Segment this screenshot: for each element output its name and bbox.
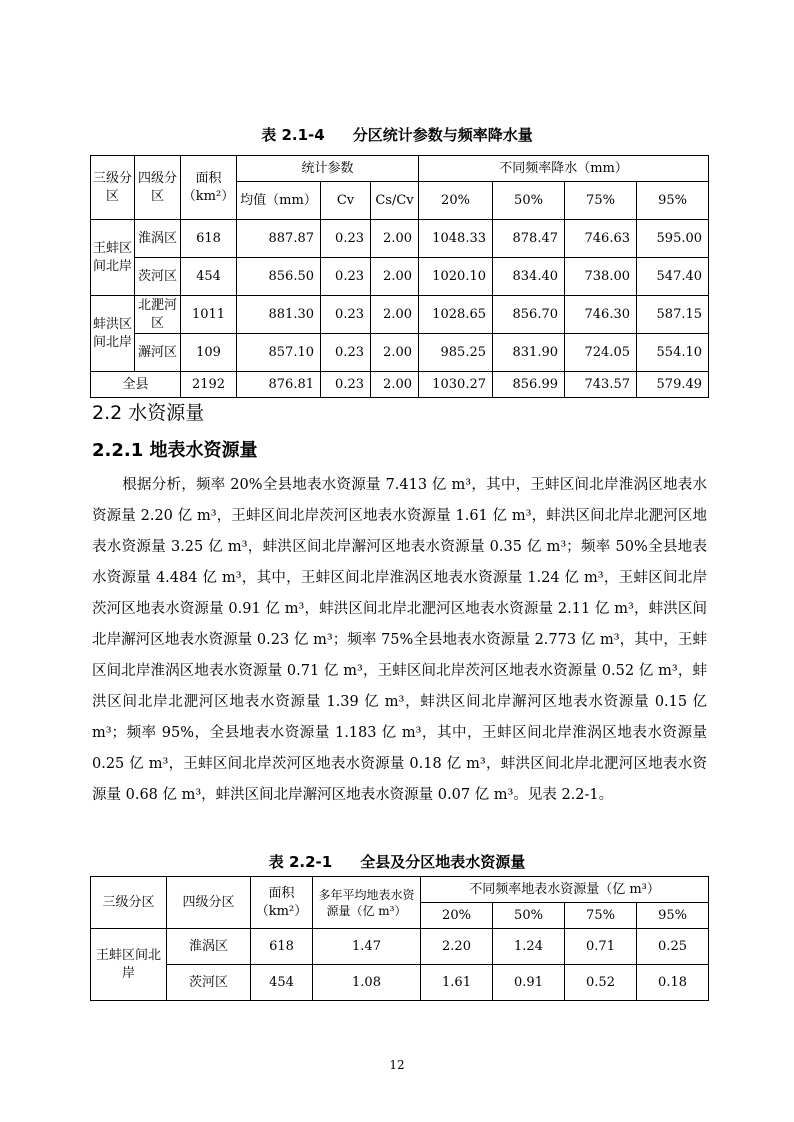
subsection-title: 2.2.1 地表水资源量 <box>92 440 258 461</box>
body-paragraph <box>92 470 707 811</box>
header-area: 面积（km²） <box>251 877 313 929</box>
cscv-cell: 2.00 <box>371 220 419 258</box>
cv-cell: 0.23 <box>321 334 371 372</box>
section-title: 2.2 水资源量 <box>92 402 205 424</box>
precipitation-table <box>90 155 709 398</box>
area-cell: 109 <box>181 334 237 372</box>
total-label: 全县 <box>91 372 181 398</box>
header-stat-params: 统计参数 <box>237 156 419 182</box>
p75-cell: 0.52 <box>565 965 637 1001</box>
header-mean: 均值（mm） <box>237 182 321 220</box>
p95-cell: 587.15 <box>637 296 709 334</box>
p95-cell: 0.25 <box>637 929 709 965</box>
header-freq-precip: 不同频率降水（mm） <box>419 156 709 182</box>
zone-cell: 澥河区 <box>135 334 181 372</box>
cscv-cell: 2.00 <box>371 372 419 398</box>
table2-caption-number: 表 2.2-1 <box>268 853 333 871</box>
area-cell: 2192 <box>181 372 237 398</box>
table-total-row <box>91 372 709 398</box>
header-p95: 95% <box>637 182 709 220</box>
p20-cell: 1030.27 <box>419 372 493 398</box>
cscv-cell: 2.00 <box>371 258 419 296</box>
p95-cell: 595.00 <box>637 220 709 258</box>
mean-cell: 857.10 <box>237 334 321 372</box>
p95-cell: 554.10 <box>637 334 709 372</box>
p20-cell: 985.25 <box>419 334 493 372</box>
header-level3: 三级分区 <box>91 877 167 929</box>
table-row <box>91 258 709 296</box>
area-cell: 618 <box>251 929 313 965</box>
table-row <box>91 929 709 965</box>
table-row <box>91 296 709 334</box>
cscv-cell: 2.00 <box>371 296 419 334</box>
header-level4: 四级分区 <box>135 156 181 220</box>
header-p75: 75% <box>565 182 637 220</box>
p75-cell: 0.71 <box>565 929 637 965</box>
p20-cell: 1.61 <box>421 965 493 1001</box>
header-avg-resource: 多年平均地表水资源量（亿 m³） <box>313 877 421 929</box>
area-cell: 1011 <box>181 296 237 334</box>
p75-cell: 724.05 <box>565 334 637 372</box>
header-cv: Cv <box>321 182 371 220</box>
p75-cell: 746.63 <box>565 220 637 258</box>
header-p20: 20% <box>421 903 493 929</box>
header-p20: 20% <box>419 182 493 220</box>
mean-cell: 881.30 <box>237 296 321 334</box>
table2-caption <box>0 851 794 872</box>
page-number: 12 <box>389 1058 405 1072</box>
p50-cell: 856.70 <box>493 296 565 334</box>
table1-caption-number: 表 2.1-4 <box>261 126 325 144</box>
zone-cell: 淮涡区 <box>135 220 181 258</box>
table1-caption-title: 分区统计参数与频率降水量 <box>352 126 533 144</box>
surface-water-table <box>90 876 709 1001</box>
zone-cell: 茨河区 <box>167 965 251 1001</box>
group-cell: 王蚌区间北岸 <box>91 220 135 296</box>
zone-cell: 淮涡区 <box>167 929 251 965</box>
paragraph-text: 根据分析，频率 20%全县地表水资源量 7.413 亿 m³，其中，王蚌区间北岸淮涡区地表水资源量 2.20 亿 m³，王蚌区间北岸茨河区地表水资源量 1.61 亿 m³，蚌洪区间北岸北淝河区地表水资源量 3.25 亿 m³，蚌洪区间北岸澥河区地表水资源量 0.35 亿 m³；频率 50%全县地表水资源量 4.484 亿 m³，其中，王蚌区间北岸淮涡区地表水资源量 1.24 亿 m³，王蚌区间北岸茨河区地表水资源量 0.91 亿 m³，蚌洪区间北岸北淝河区地表水资源量 2.11 亿 m³，蚌洪区间北岸澥河区地表水资源量 0.23 亿 m³；频率 75%全县地表水资源量 2.773 亿 m³，其中，王蚌区间北岸淮涡区地表水资源量 0.71 亿 m³，王蚌区间北岸茨河区地表水资源量 0.52 亿 m³，蚌洪区间北岸北淝河区地表水资源量 1.39 亿 m³，蚌洪区间北岸澥河区地表水资源量 0.15 亿 m³；频率 95%，全县地表水资源量 1.183 亿 m³，其中，王蚌区间北岸淮涡区地表水资源量 0.25 亿 m³，王蚌区间北岸茨河区地表水资源量 0.18 亿 m³，蚌洪区间北岸北淝河区地表水资源量 0.68 亿 m³，蚌洪区间北岸澥河区地表水资源量 0.07 亿 m³。见表 2.2-1。 <box>92 477 707 803</box>
p95-cell: 0.18 <box>637 965 709 1001</box>
area-cell: 618 <box>181 220 237 258</box>
p95-cell: 547.40 <box>637 258 709 296</box>
cv-cell: 0.23 <box>321 258 371 296</box>
cscv-cell: 2.00 <box>371 334 419 372</box>
table2-caption-title: 全县及分区地表水资源量 <box>360 853 526 871</box>
group-cell: 王蚌区间北岸 <box>91 929 167 1001</box>
group-cell: 蚌洪区间北岸 <box>91 296 135 372</box>
mean-cell: 876.81 <box>237 372 321 398</box>
header-cscv: Cs/Cv <box>371 182 419 220</box>
header-p50: 50% <box>493 903 565 929</box>
header-p75: 75% <box>565 903 637 929</box>
p50-cell: 834.40 <box>493 258 565 296</box>
header-area: 面积（km²） <box>181 156 237 220</box>
p20-cell: 1028.65 <box>419 296 493 334</box>
p50-cell: 856.99 <box>493 372 565 398</box>
p20-cell: 2.20 <box>421 929 493 965</box>
cv-cell: 0.23 <box>321 296 371 334</box>
p95-cell: 579.49 <box>637 372 709 398</box>
p75-cell: 746.30 <box>565 296 637 334</box>
mean-cell: 887.87 <box>237 220 321 258</box>
header-p50: 50% <box>493 182 565 220</box>
header-freq-resource: 不同频率地表水资源量（亿 m³） <box>421 877 709 903</box>
table1-caption <box>0 124 794 145</box>
cv-cell: 0.23 <box>321 372 371 398</box>
p50-cell: 0.91 <box>493 965 565 1001</box>
zone-cell: 茨河区 <box>135 258 181 296</box>
p50-cell: 831.90 <box>493 334 565 372</box>
table-row <box>91 965 709 1001</box>
avg-cell: 1.47 <box>313 929 421 965</box>
area-cell: 454 <box>251 965 313 1001</box>
header-level3: 三级分区 <box>91 156 135 220</box>
mean-cell: 856.50 <box>237 258 321 296</box>
header-p95: 95% <box>637 903 709 929</box>
area-cell: 454 <box>181 258 237 296</box>
cv-cell: 0.23 <box>321 220 371 258</box>
avg-cell: 1.08 <box>313 965 421 1001</box>
p50-cell: 878.47 <box>493 220 565 258</box>
zone-cell: 北淝河区 <box>135 296 181 334</box>
table-row <box>91 334 709 372</box>
p20-cell: 1020.10 <box>419 258 493 296</box>
p75-cell: 743.57 <box>565 372 637 398</box>
table-row <box>91 220 709 258</box>
p75-cell: 738.00 <box>565 258 637 296</box>
p50-cell: 1.24 <box>493 929 565 965</box>
p20-cell: 1048.33 <box>419 220 493 258</box>
header-level4: 四级分区 <box>167 877 251 929</box>
